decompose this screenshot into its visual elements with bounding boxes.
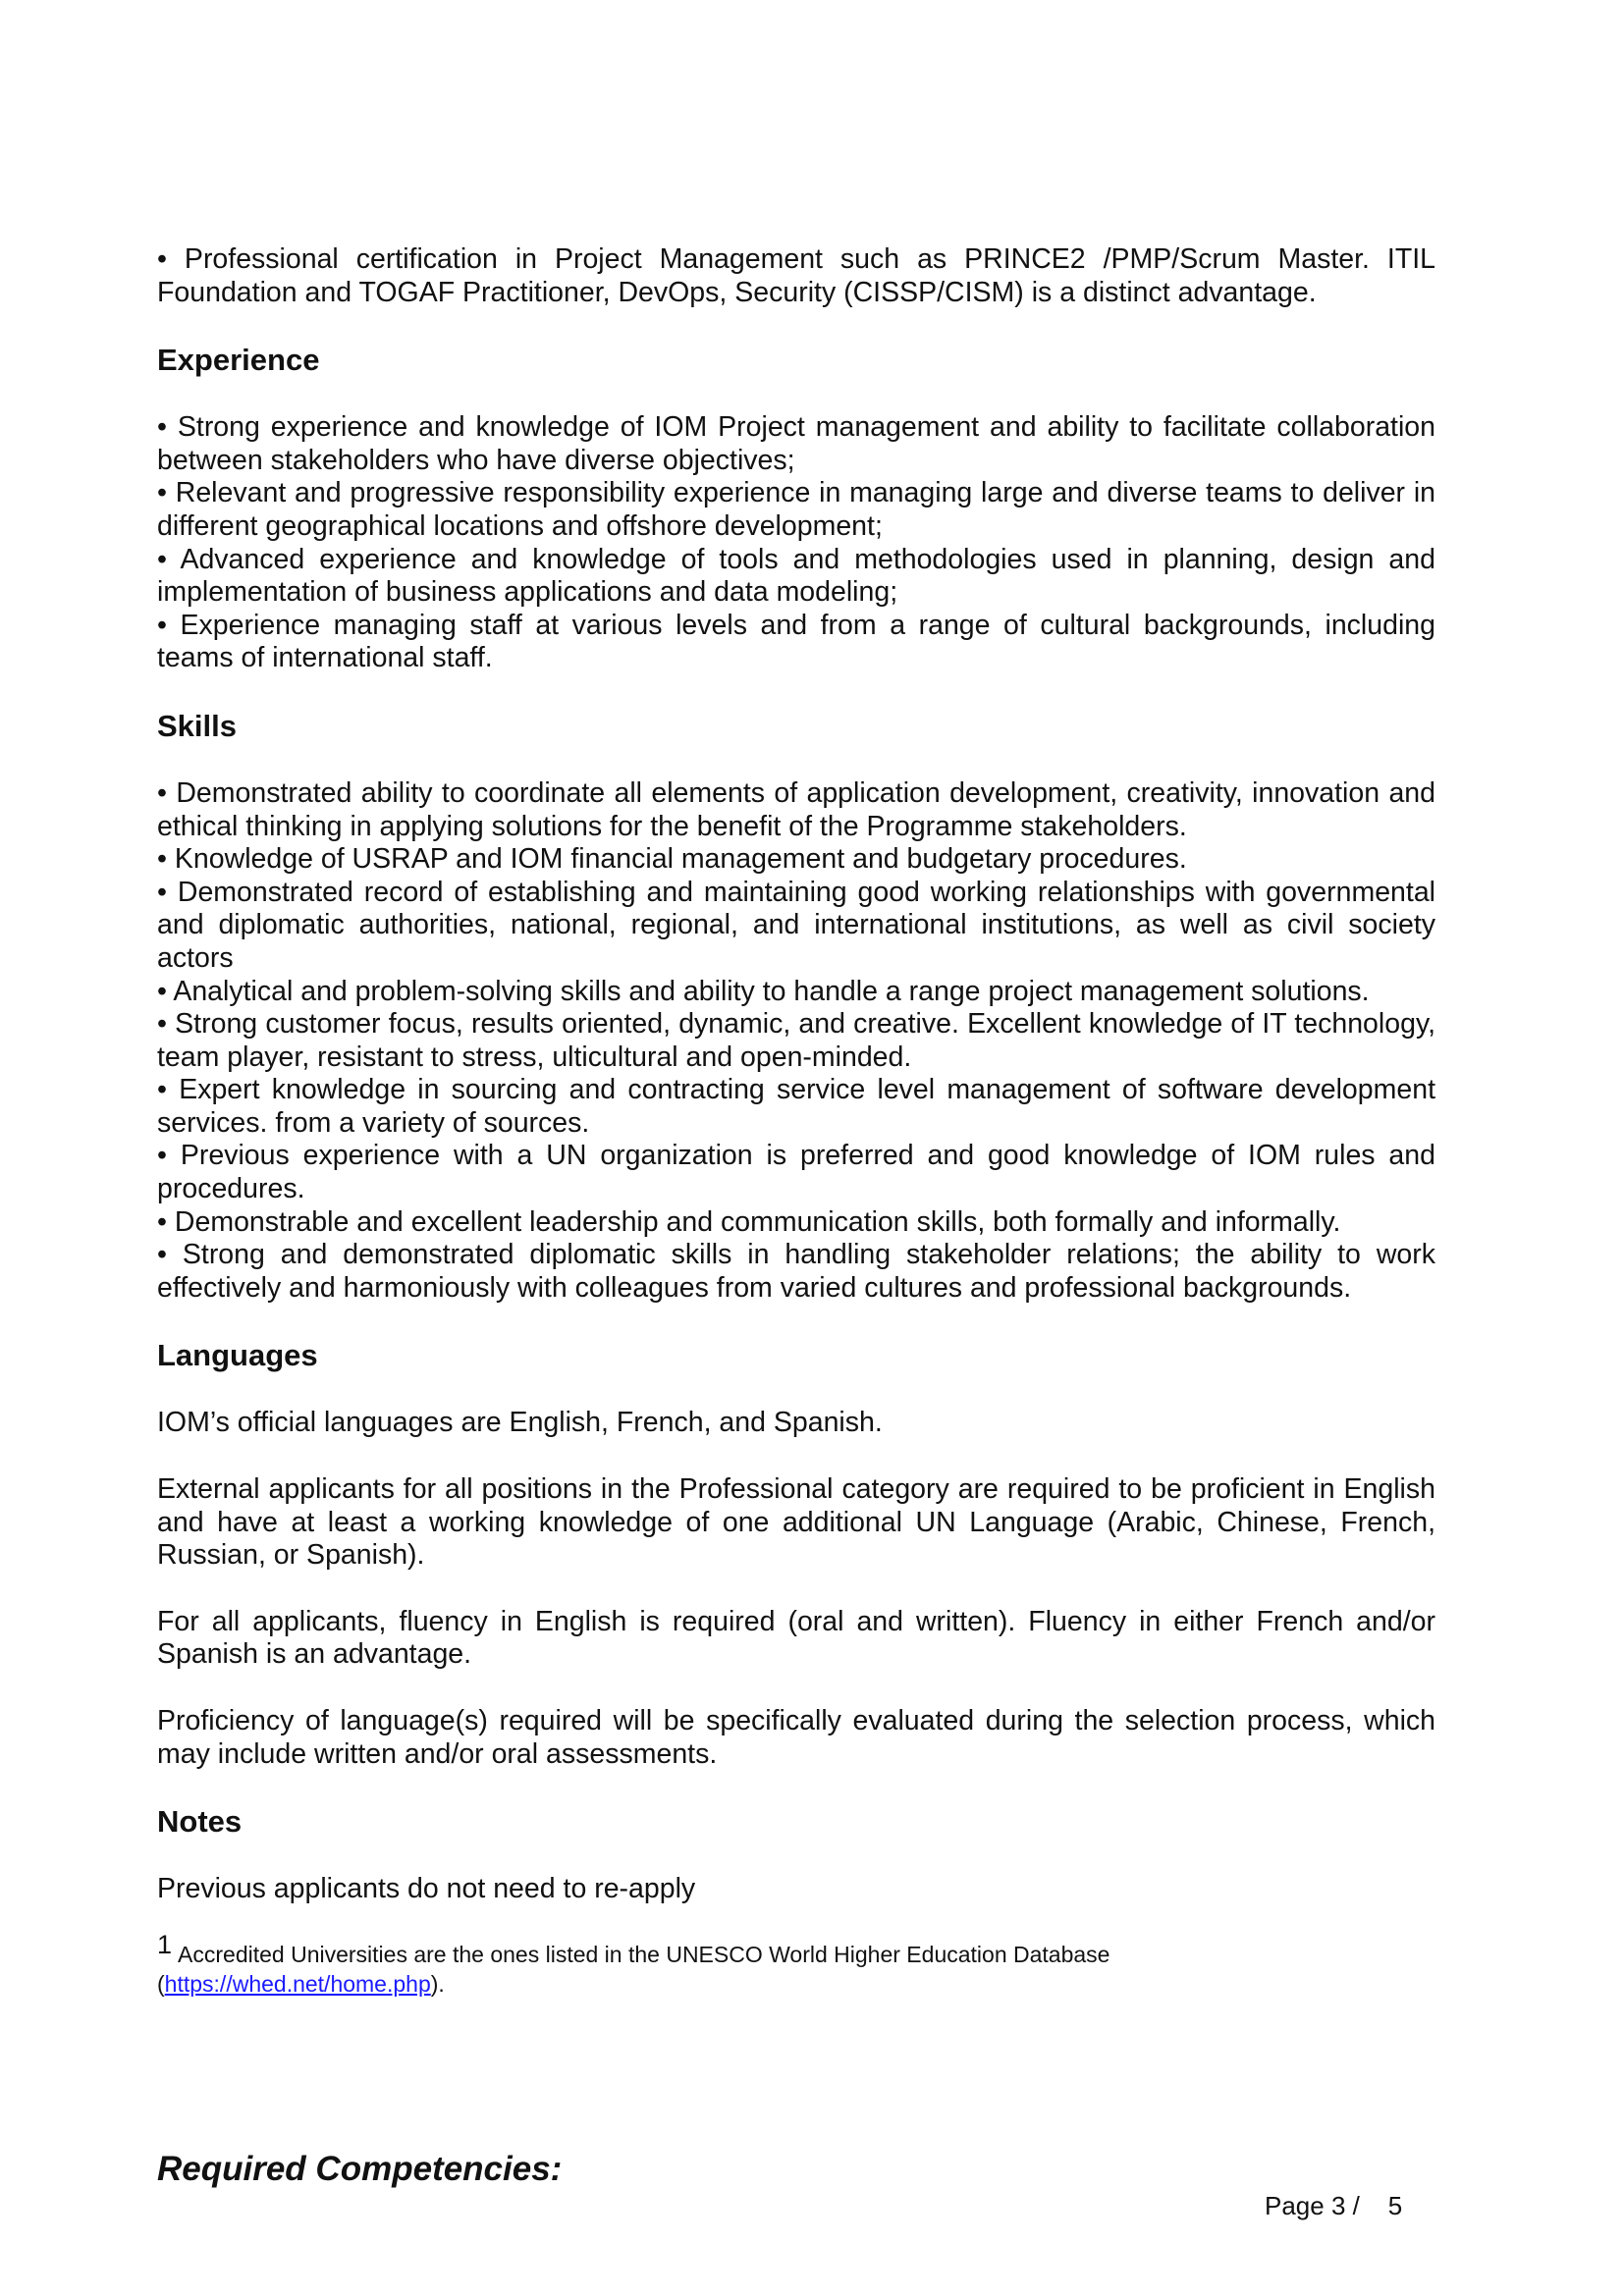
experience-heading: Experience (157, 343, 320, 378)
list-item: • Previous experience with a UN organization is preferred and good knowledge of IOM rules and procedures. (157, 1140, 1435, 1205)
list-item: • Experience managing staff at various levels and from a range of cultural backgrounds, including teams of international staff. (157, 609, 1435, 674)
list-item: • Strong customer focus, results oriented, dynamic, and creative. Excellent knowledge of IT technology, team player, resistant to stress, ulticultural and open-minded. (157, 1008, 1435, 1073)
languages-paragraph: Proficiency of language(s) required will be specifically evaluated during the selection process, which may include written and/or oral assessments. (157, 1705, 1435, 1770)
notes-text: Previous applicants do not need to re-apply (157, 1873, 696, 1905)
page-number-label: Page 3 / (1265, 2191, 1360, 2220)
list-item: • Knowledge of USRAP and IOM financial management and budgetary procedures. (157, 843, 1187, 876)
languages-paragraph: External applicants for all positions in the Professional category are required to be proficient in English and have at least a working knowledge of one additional UN Language (Arabic, Chinese, French, Russian, or Spanish). (157, 1473, 1435, 1572)
skills-heading: Skills (157, 708, 237, 743)
document-page (157, 243, 1435, 1999)
experience-list (157, 411, 1435, 675)
languages-paragraph: For all applicants, fluency in English is required (oral and written). Fluency in either French and/or Spanish is an advantage. (157, 1605, 1435, 1671)
list-item: • Strong experience and knowledge of IOM Project management and ability to facilitate collaboration between stakeholders who have diverse objectives; (157, 411, 1435, 476)
skills-list (157, 777, 1435, 1306)
footnote-close-paren: ). (430, 1970, 445, 1997)
required-competencies-heading: Required Competencies: (157, 2150, 563, 2188)
list-item: • Demonstrable and excellent leadership and communication skills, both formally and informally. (157, 1205, 1341, 1238)
footnote-open-paren: ( (157, 1970, 165, 1997)
footnote-text: Accredited Universities are the ones listed in the UNESCO World Higher Education Database (178, 1941, 1110, 1967)
page-total: 5 (1387, 2191, 1403, 2220)
list-item: • Expert knowledge in sourcing and contracting service level management of software development services. from a variety of sources. (157, 1074, 1435, 1139)
list-item: • Demonstrated ability to coordinate all elements of application development, creativity, innovation and ethical thinking in applying solutions for the benefit of the Programme stakeholders. (157, 776, 1435, 842)
list-item: • Analytical and problem-solving skills and ability to handle a range project management solutions. (157, 975, 1370, 1007)
notes-heading: Notes (157, 1804, 243, 1840)
list-item: • Demonstrated record of establishing and maintaining good working relationships with governmental and diplomatic authorities, national, regional, and international institutions, as well as civil society actors (157, 876, 1435, 974)
list-item: • Relevant and progressive responsibility experience in managing large and diverse teams to deliver in different geographical locations and offshore development; (157, 477, 1435, 542)
certification-paragraph: • Professional certification in Project Management such as PRINCE2 /PMP/Scrum Master. ITIL Foundation and TOGAF Practitioner, DevOps, Security (CISSP/CISM) is a distinct advantage. (157, 243, 1435, 308)
languages-heading: Languages (157, 1338, 318, 1373)
list-item: • Strong and demonstrated diplomatic skills in handling stakeholder relations; the ability to work effectively and harmoniously with colleagues from varied cultures and professional backgrounds. (157, 1239, 1435, 1304)
footnote-marker: 1 (157, 1929, 173, 1959)
footnote (157, 1930, 1435, 1999)
whed-link[interactable]: https://whed.net/home.php (164, 1970, 431, 1997)
list-item: • Advanced experience and knowledge of tools and methodologies used in planning, design and implementation of business applications and data modeling; (157, 543, 1435, 609)
languages-paragraph: IOM’s official languages are English, French, and Spanish. (157, 1407, 883, 1439)
page-number (1265, 2191, 1402, 2220)
